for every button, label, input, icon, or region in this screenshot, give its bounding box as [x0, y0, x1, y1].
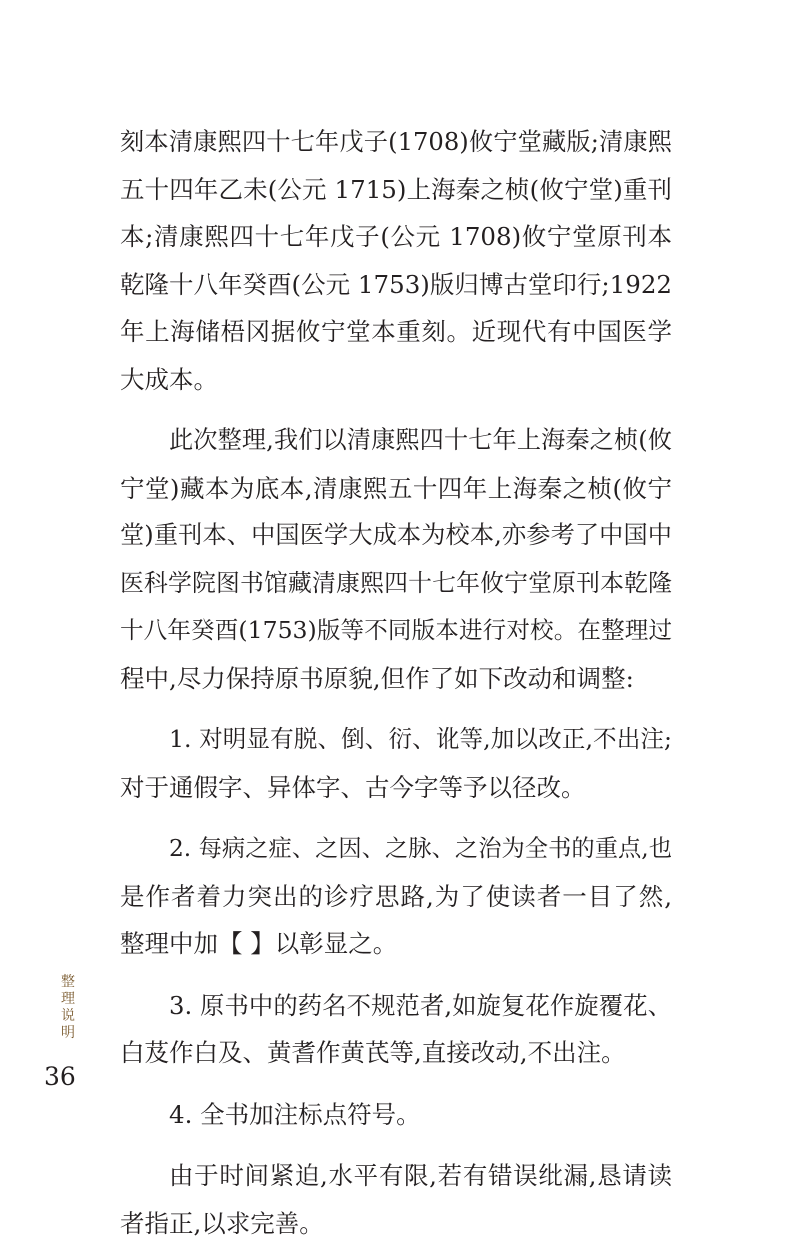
paragraph [120, 118, 672, 403]
text-line: 程中,尽力保持原书原貌,但作了如下改动和调整: [120, 655, 672, 703]
paragraph [120, 417, 672, 702]
paragraph-gap [120, 1138, 672, 1152]
text-line: 2. 每病之症、之因、之脉、之治为全书的重点,也 [120, 825, 672, 873]
paragraph-gap [120, 702, 672, 716]
text-line: 由于时间紧迫,水平有限,若有错误纰漏,恳请读 [120, 1152, 672, 1200]
section-side-label: 整理说明 [58, 974, 78, 1042]
text-line: 宁堂)藏本为底本,清康熙五十四年上海秦之桢(攸宁 [120, 465, 672, 513]
paragraph [120, 1091, 672, 1139]
body-text [120, 118, 672, 1247]
paragraph-gap [120, 811, 672, 825]
text-line: 刻本清康熙四十七年戊子(1708)攸宁堂藏版;清康熙 [120, 118, 672, 166]
paragraph-gap [120, 1077, 672, 1091]
text-line: 大成本。 [120, 356, 672, 404]
page-number: 36 [44, 1062, 76, 1091]
text-line: 乾隆十八年癸酉(公元 1753)版归博古堂印行;1922 [120, 261, 672, 309]
text-line: 3. 原书中的药名不规范者,如旋复花作旋覆花、 [120, 982, 672, 1030]
paragraph-gap [120, 968, 672, 982]
text-line: 整理中加【 】以彰显之。 [120, 920, 672, 968]
text-line: 十八年癸酉(1753)版等不同版本进行对校。在整理过 [120, 607, 672, 655]
text-line: 1. 对明显有脱、倒、衍、讹等,加以改正,不出注; [120, 716, 672, 764]
text-line: 医科学院图书馆藏清康熙四十七年攸宁堂原刊本乾隆 [120, 560, 672, 608]
text-line: 者指正,以求完善。 [120, 1200, 672, 1247]
text-line: 对于通假字、异体字、古今字等予以径改。 [120, 764, 672, 812]
text-line: 五十四年乙未(公元 1715)上海秦之桢(攸宁堂)重刊 [120, 166, 672, 214]
text-line: 此次整理,我们以清康熙四十七年上海秦之桢(攸 [120, 417, 672, 465]
text-line: 年上海储梧冈据攸宁堂本重刻。近现代有中国医学 [120, 308, 672, 356]
text-line: 4. 全书加注标点符号。 [120, 1091, 672, 1139]
paragraph [120, 716, 672, 811]
text-line: 是作者着力突出的诊疗思路,为了使读者一目了然, [120, 873, 672, 921]
paragraph [120, 825, 672, 968]
paragraph-gap [120, 403, 672, 417]
text-line: 白芨作白及、黄耆作黄芪等,直接改动,不出注。 [120, 1029, 672, 1077]
text-line: 堂)重刊本、中国医学大成本为校本,亦参考了中国中 [120, 512, 672, 560]
text-line: 本;清康熙四十七年戊子(公元 1708)攸宁堂原刊本 [120, 213, 672, 261]
paragraph [120, 982, 672, 1077]
